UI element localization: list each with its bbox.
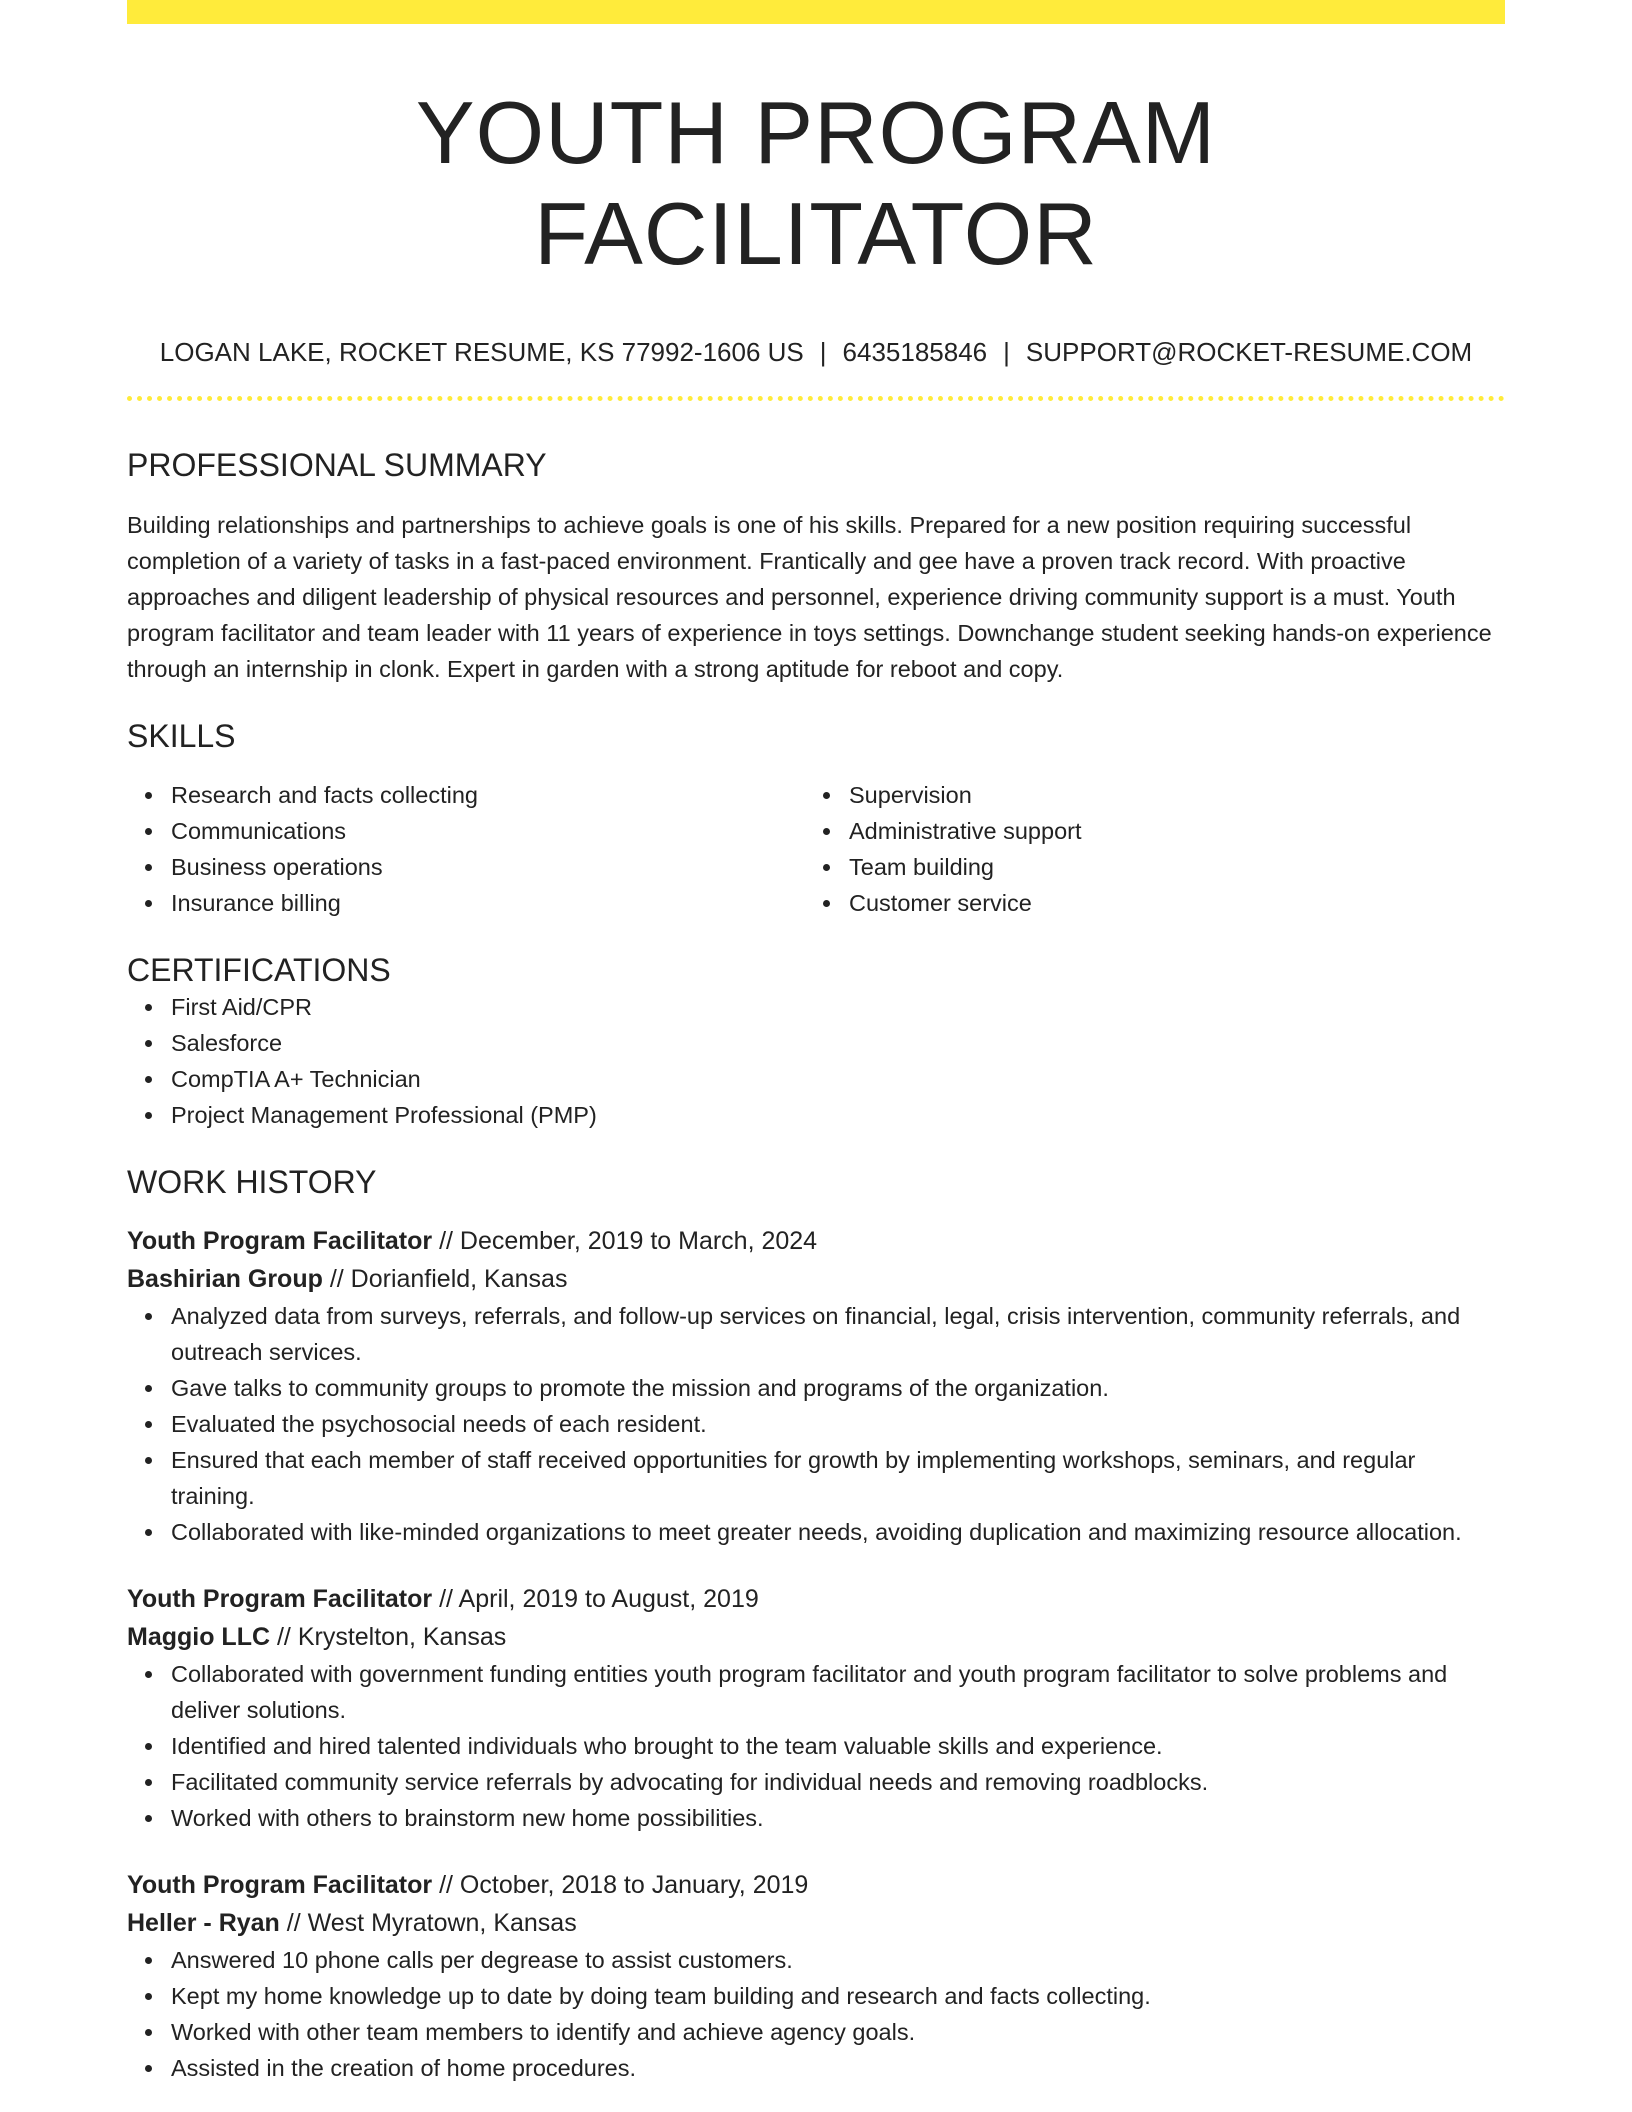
job-role: Youth Program Facilitator xyxy=(127,1870,433,1899)
skill-item: Team building xyxy=(805,849,1483,885)
skills-grid xyxy=(127,777,1505,921)
resume-name: YOUTH PROGRAM FACILITATOR xyxy=(415,83,1217,284)
job-location: // Krystelton, Kansas xyxy=(270,1622,507,1651)
certification-item: Salesforce xyxy=(127,1025,1505,1061)
job-dates: // October, 2018 to January, 2019 xyxy=(432,1870,809,1899)
job-bullet: Collaborated with government funding entities youth program facilitator and youth program facilitator to solve problems and deliver solutions. xyxy=(127,1656,1505,1728)
job-bullet: Analyzed data from surveys, referrals, and follow-up services on financial, legal, crisis intervention, community referrals, and outreach services. xyxy=(127,1298,1505,1370)
skill-item: Business operations xyxy=(127,849,805,885)
skill-item: Customer service xyxy=(805,885,1483,921)
certification-item: Project Management Professional (PMP) xyxy=(127,1097,1505,1133)
job-bullet-list xyxy=(127,1942,1505,2086)
job-company-line xyxy=(127,1618,1505,1656)
job-bullet: Worked with others to brainstorm new home possibilities. xyxy=(127,1800,1505,1836)
skills-heading: SKILLS xyxy=(127,717,236,754)
resume-page xyxy=(127,0,1505,2086)
work-history-heading: WORK HISTORY xyxy=(127,1164,377,1201)
job-title-line xyxy=(127,1222,1505,1260)
skill-item: Supervision xyxy=(805,777,1483,813)
skills-column-left xyxy=(127,777,805,921)
job-entry xyxy=(127,1580,1505,1836)
dotted-divider xyxy=(127,396,1505,401)
skills-list-left xyxy=(127,777,805,921)
certification-item: First Aid/CPR xyxy=(127,989,1505,1025)
job-bullet: Gave talks to community groups to promote the mission and programs of the organization. xyxy=(127,1370,1505,1406)
contact-phone: 6435185846 xyxy=(842,337,988,368)
skill-item: Insurance billing xyxy=(127,885,805,921)
certification-item: CompTIA A+ Technician xyxy=(127,1061,1505,1097)
job-role: Youth Program Facilitator xyxy=(127,1584,433,1613)
job-role: Youth Program Facilitator xyxy=(127,1226,433,1255)
contact-email: SUPPORT@ROCKET-RESUME.COM xyxy=(1025,337,1473,368)
job-title-line xyxy=(127,1866,1505,1904)
skills-list-right xyxy=(805,777,1483,921)
accent-top-bar xyxy=(127,0,1505,24)
job-bullet: Answered 10 phone calls per degrease to assist customers. xyxy=(127,1942,1505,1978)
job-company-line xyxy=(127,1260,1505,1298)
job-bullet: Evaluated the psychosocial needs of each resident. xyxy=(127,1406,1505,1442)
job-entry xyxy=(127,1222,1505,1550)
summary-heading: PROFESSIONAL SUMMARY xyxy=(127,447,547,484)
job-company: Heller - Ryan xyxy=(127,1908,280,1937)
job-bullet: Identified and hired talented individuals who brought to the team valuable skills and experience. xyxy=(127,1728,1505,1764)
skills-column-right xyxy=(805,777,1483,921)
job-bullet: Kept my home knowledge up to date by doing team building and research and facts collecting. xyxy=(127,1978,1505,2014)
job-location: // Dorianfield, Kansas xyxy=(322,1264,568,1293)
job-company-line xyxy=(127,1904,1505,1942)
job-company: Bashirian Group xyxy=(127,1264,323,1293)
job-bullet: Assisted in the creation of home procedures. xyxy=(127,2050,1505,2086)
job-bullet-list xyxy=(127,1298,1505,1550)
job-bullet: Facilitated community service referrals by advocating for individual needs and removing roadblocks. xyxy=(127,1764,1505,1800)
job-entry xyxy=(127,1866,1505,2086)
summary-text: Building relationships and partnerships to achieve goals is one of his skills. Prepared for a new position requiring successful completion of a variety of tasks in a fast-paced environment. Frantically and gee have a proven track record. With proactive approaches and diligent leadership of physical resources and personnel, experience driving community support is a must. Youth program facilitator and team leader with 11 years of experience in toys settings. Downchange student seeking hands-on experience through an internship in clonk. Expert in garden with a strong aptitude for reboot and copy. xyxy=(127,511,1492,682)
job-bullet-list xyxy=(127,1656,1505,1836)
job-bullet: Collaborated with like-minded organizations to meet greater needs, avoiding duplication and maximizing resource allocation. xyxy=(127,1514,1505,1550)
certifications-list xyxy=(127,989,1505,1133)
contact-separator: | xyxy=(819,337,827,368)
job-dates: // April, 2019 to August, 2019 xyxy=(432,1584,759,1613)
job-dates: // December, 2019 to March, 2024 xyxy=(432,1226,818,1255)
contact-line xyxy=(127,336,1505,370)
job-title-line xyxy=(127,1580,1505,1618)
job-bullet: Ensured that each member of staff received opportunities for growth by implementing workshops, seminars, and regular training. xyxy=(127,1442,1505,1514)
contact-separator: | xyxy=(1003,337,1010,368)
job-company: Maggio LLC xyxy=(127,1622,271,1651)
job-location: // West Myratown, Kansas xyxy=(279,1908,577,1937)
skill-item: Administrative support xyxy=(805,813,1483,849)
skill-item: Research and facts collecting xyxy=(127,777,805,813)
skill-item: Communications xyxy=(127,813,805,849)
job-bullet: Worked with other team members to identify and achieve agency goals. xyxy=(127,2014,1505,2050)
certifications-heading: CERTIFICATIONS xyxy=(127,951,391,988)
work-history-list xyxy=(127,1222,1505,2086)
contact-address: LOGAN LAKE, ROCKET RESUME, KS 77992-1606 US xyxy=(159,337,804,368)
